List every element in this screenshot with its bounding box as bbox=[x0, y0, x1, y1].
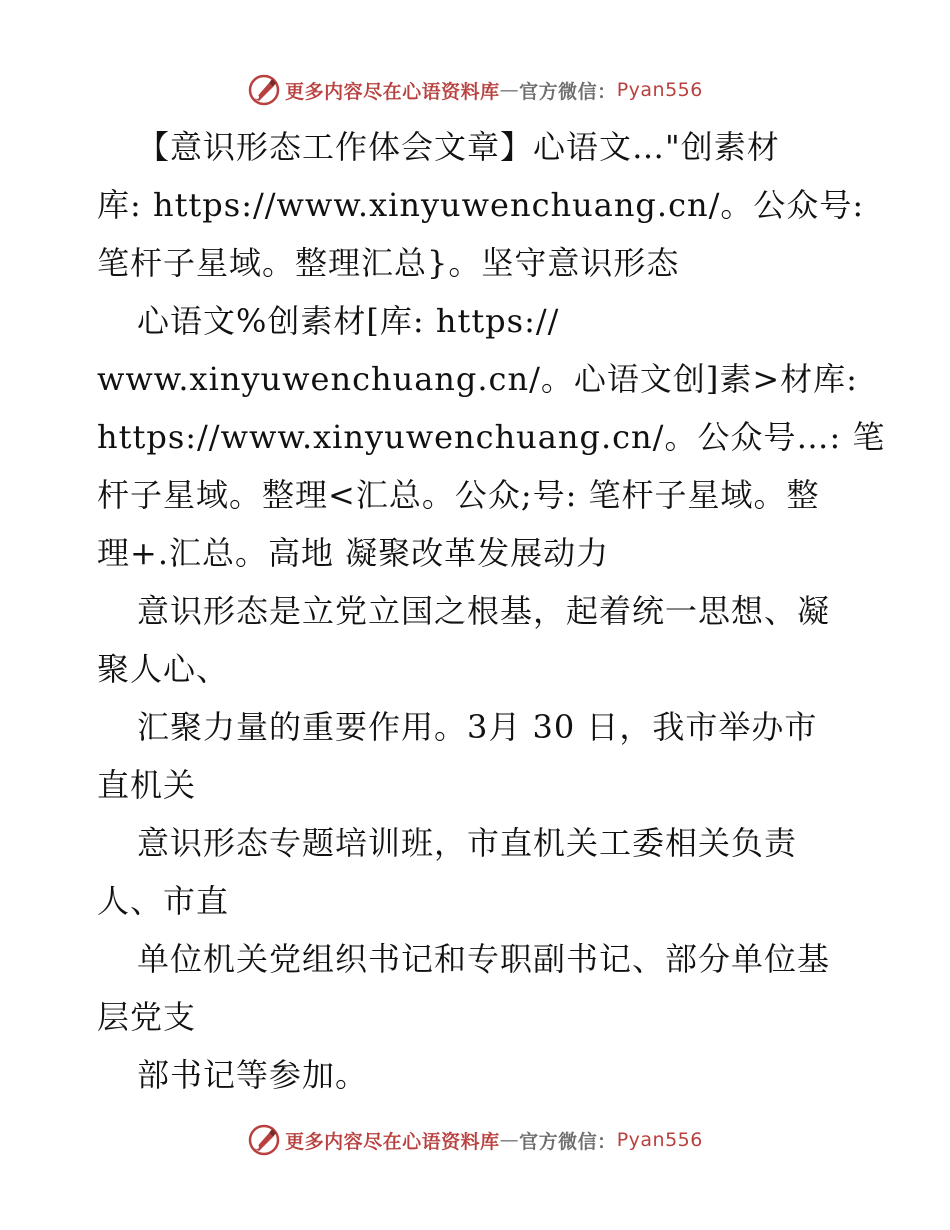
footer-banner bbox=[0, 1120, 950, 1160]
header-wechat-account: Pyan556 bbox=[616, 79, 703, 101]
body-line-11: 汇聚力量的重要作用。3月 30 日，我市举办市 bbox=[137, 708, 818, 746]
body-line-7: 杆子星域。整理<汇总。公众;号: 笔杆子星域。整 bbox=[97, 476, 820, 514]
body-line-16: 层党支 bbox=[97, 998, 197, 1036]
footer-wechat-label: 官方微信： bbox=[519, 1130, 617, 1153]
body-line-12: 直机关 bbox=[97, 766, 197, 804]
header-banner-separator: — bbox=[499, 79, 520, 101]
body-line-1: 【意识形态工作体会文章】心语文…"创素材 bbox=[137, 128, 780, 166]
body-line-10: 聚人心、 bbox=[97, 650, 230, 688]
header-wechat-label: 官方微信： bbox=[519, 80, 617, 103]
footer-banner-text: 更多内容尽在心语资料库 bbox=[285, 1130, 500, 1153]
body-line-8: 理+.汇总。高地 凝聚改革发展动力 bbox=[97, 534, 610, 572]
body-line-9: 意识形态是立党立国之根基，起着统一思想、凝 bbox=[137, 592, 831, 630]
pen-logo-icon bbox=[247, 1123, 281, 1157]
body-line-3: 笔杆子星域。整理汇总}。坚守意识形态 bbox=[97, 244, 680, 282]
body-line-17: 部书记等参加。 bbox=[137, 1056, 369, 1094]
footer-wechat-account: Pyan556 bbox=[616, 1129, 703, 1151]
body-line-2: 库: https://www.xinyuwenchuang.cn/。公众号: bbox=[97, 186, 865, 224]
body-line-13: 意识形态专题培训班，市直机关工委相关负责 bbox=[137, 824, 798, 862]
body-line-15: 单位机关党组织书记和专职副书记、部分单位基 bbox=[137, 940, 831, 978]
body-line-5: www.xinyuwenchuang.cn/。心语文创]素>材库: bbox=[97, 360, 858, 398]
header-banner bbox=[0, 70, 950, 110]
pen-logo-icon bbox=[247, 73, 281, 107]
document-body bbox=[97, 118, 886, 1104]
body-line-14: 人、市直 bbox=[97, 882, 230, 920]
body-line-4: 心语文%创素材[库: https:// bbox=[137, 302, 560, 340]
footer-banner-separator: — bbox=[499, 1129, 520, 1151]
header-banner-text: 更多内容尽在心语资料库 bbox=[285, 80, 500, 103]
body-line-6: https://www.xinyuwenchuang.cn/。公众号…: 笔 bbox=[97, 418, 886, 456]
